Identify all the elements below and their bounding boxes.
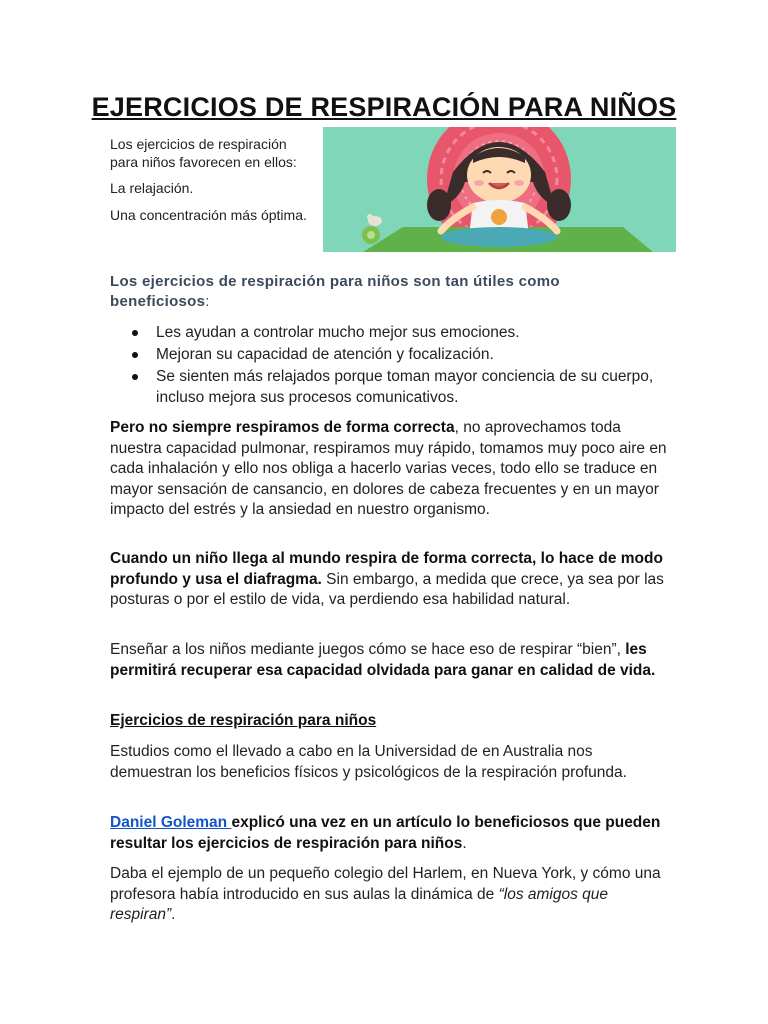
rolled-mat	[362, 226, 380, 244]
legs	[441, 227, 557, 247]
subheading-text: Los ejercicios de respiración para niños son tan útiles como beneficiosos	[110, 273, 560, 310]
intro-line-1: Los ejercicios de respiración para niños favorecen en ellos:	[110, 136, 297, 170]
paragraph-breathing-incorrectly	[110, 418, 670, 521]
paragraph-text: Daba el ejemplo de un pequeño colegio del Harlem, en Nueva York, y cómo una profesora había introducido en sus aulas la dinámica de	[110, 865, 661, 903]
paragraph-studies: Estudios como el llevado a cabo en la Universidad de en Australia nos demuestran los beneficios físicos y psicológicos de la respiración profunda.	[110, 743, 627, 781]
intro-line-3: Una concentración más óptima.	[110, 206, 307, 223]
list-item: Les ayudan a controlar mucho mejor sus emociones.	[110, 322, 670, 343]
benefits-list	[110, 322, 670, 409]
daniel-goleman-link[interactable]: Daniel Goleman	[110, 814, 232, 831]
paragraph-child-breathing	[110, 549, 670, 611]
paragraph-end: .	[171, 906, 176, 924]
paragraph-bold: explicó una vez en un artículo lo beneficiosos que pueden resultar los ejercicios de respiración para niños	[110, 814, 661, 852]
paragraph-end: .	[462, 834, 467, 852]
paragraph-bold: Pero no siempre respiramos de forma correcta	[110, 419, 455, 436]
paragraph-bold: les permitirá recuperar esa capacidad olvidada para ganar en calidad de vida.	[110, 641, 656, 679]
paragraph-text: Enseñar a los niños mediante juegos cómo se hace eso de respirar “bien”,	[110, 641, 626, 658]
paragraph-bold: Cuando un niño llega al mundo respira de forma correcta, lo hace de modo profundo y usa el diafragma.	[110, 550, 663, 588]
intro-text	[110, 136, 310, 233]
list-item: Mejoran su capacidad de atención y focalización.	[110, 344, 670, 365]
paragraph-teaching-games	[110, 640, 670, 681]
section-subheading	[110, 272, 630, 312]
paragraph-text: Sin embargo, a medida que crece, ya sea por las posturas o por el estilo de vida, va perdiendo esa habilidad natural.	[110, 570, 664, 609]
list-item: Se sienten más relajados porque toman mayor conciencia de su cuerpo, incluso mejora sus procesos comunicativos.	[110, 366, 670, 408]
paragraph-italic: “los amigos que respiran”	[110, 885, 609, 924]
section-heading-exercises: Ejercicios de respiración para niños	[110, 712, 377, 729]
page-title: EJERCICIOS DE RESPIRACIÓN PARA NIÑOS	[91, 92, 677, 122]
subheading-colon: :	[205, 293, 210, 310]
intro-line-2: La relajación.	[110, 180, 194, 196]
paragraph-harlem	[110, 864, 670, 926]
paragraph-goleman	[110, 813, 670, 854]
paragraph-text: , no aprovechamos toda nuestra capacidad pulmonar, respiramos muy rápido, tomamos muy poco aire en cada inhalación y ello nos obliga a hacerlo varias veces, todo ello se traduce en mayor sensación de cansancio, en dolores de cabeza frecuentes y en un mayor impacto del estrés y la ansiedad en nuestro organismo.	[110, 419, 667, 519]
meditating-girl-illustration	[323, 127, 676, 252]
